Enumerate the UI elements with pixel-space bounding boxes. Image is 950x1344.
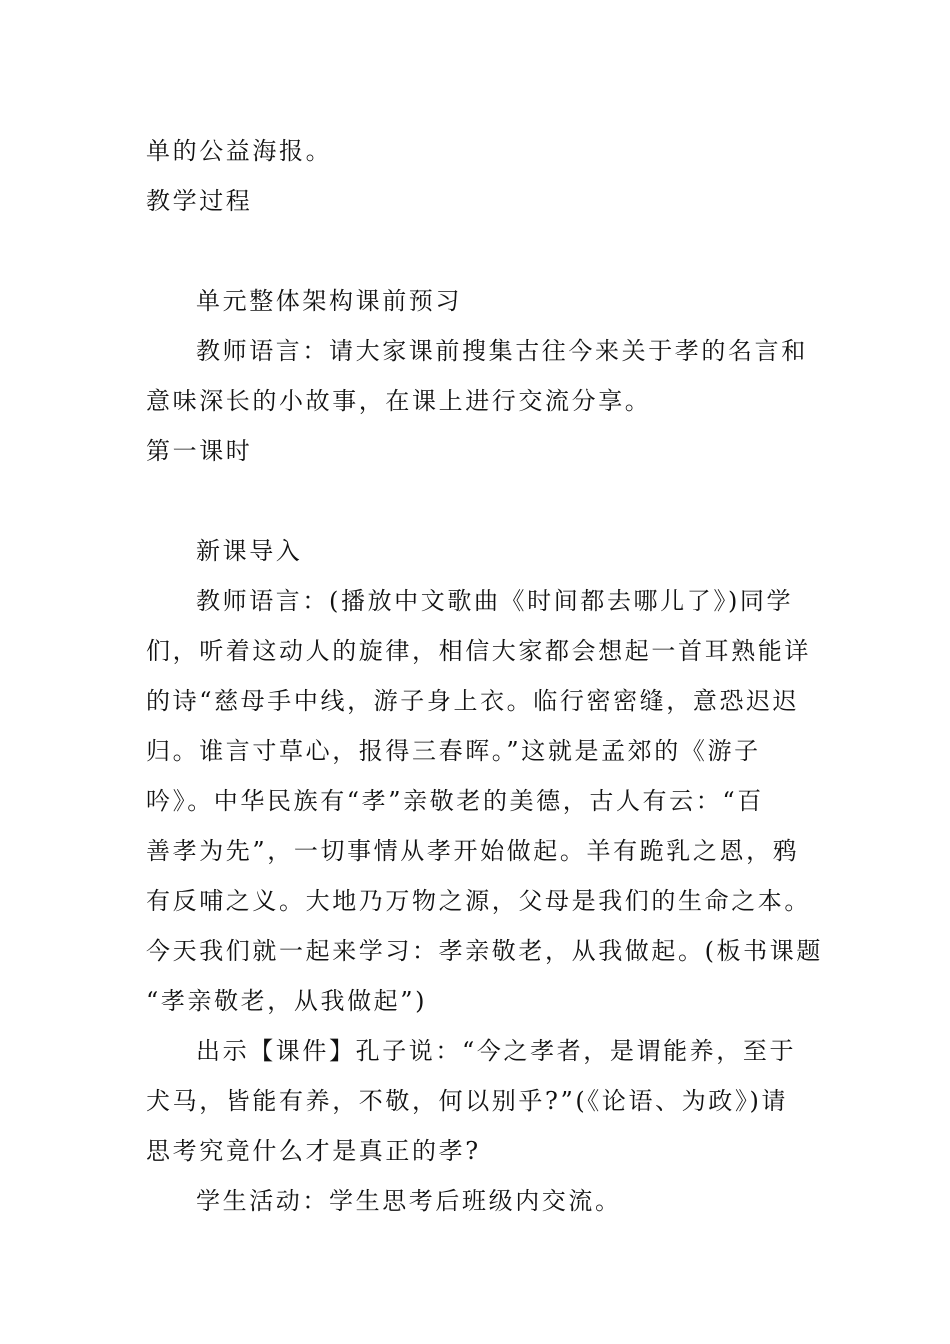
paragraph-line: 们，听着这动人的旋律，相信大家都会想起一首耳熟能详: [146, 637, 811, 665]
paragraph-line: 出示【课件】孔子说：“今之孝者，是谓能养，至于: [196, 1037, 797, 1065]
section-heading-first-lesson: 第一课时: [146, 437, 253, 465]
subheading-introduction: 新课导入: [196, 537, 303, 565]
paragraph-line: “孝亲敬老，从我做起”): [146, 987, 428, 1015]
paragraph-line: 归。谁言寸草心，报得三春晖。”这就是孟郊的《游子: [146, 737, 761, 765]
paragraph-line: 善孝为先”，一切事情从孝开始做起。羊有跪乳之恩，鸦: [146, 837, 800, 865]
text-line-continuation: 单的公益海报。: [146, 137, 333, 165]
paragraph-line: 学生活动：学生思考后班级内交流。: [196, 1187, 622, 1215]
paragraph-line: 的诗“慈母手中线，游子身上衣。临行密密缝，意恐迟迟: [146, 687, 800, 715]
paragraph-line: 教师语言：(播放中文歌曲《时间都去哪儿了》)同学: [196, 587, 794, 615]
paragraph-line: 吟》。中华民族有“孝”亲敬老的美德，古人有云：“百: [146, 787, 764, 815]
paragraph-line: 思考究竟什么才是真正的孝?: [146, 1137, 481, 1165]
section-heading-teaching-process: 教学过程: [146, 187, 253, 215]
paragraph-line: 犬马，皆能有养，不敬，何以别乎?”(《论语、为政》)请: [146, 1087, 789, 1115]
paragraph-line: 今天我们就一起来学习：孝亲敬老，从我做起。(板书课题: [146, 937, 823, 965]
paragraph-line: 教师语言：请大家课前搜集古往今来关于孝的名言和: [196, 337, 808, 365]
subheading-preview: 单元整体架构课前预习: [196, 287, 462, 315]
paragraph-line: 意味深长的小故事，在课上进行交流分享。: [146, 387, 652, 415]
paragraph-line: 有反哺之义。大地乃万物之源，父母是我们的生命之本。: [146, 887, 811, 915]
